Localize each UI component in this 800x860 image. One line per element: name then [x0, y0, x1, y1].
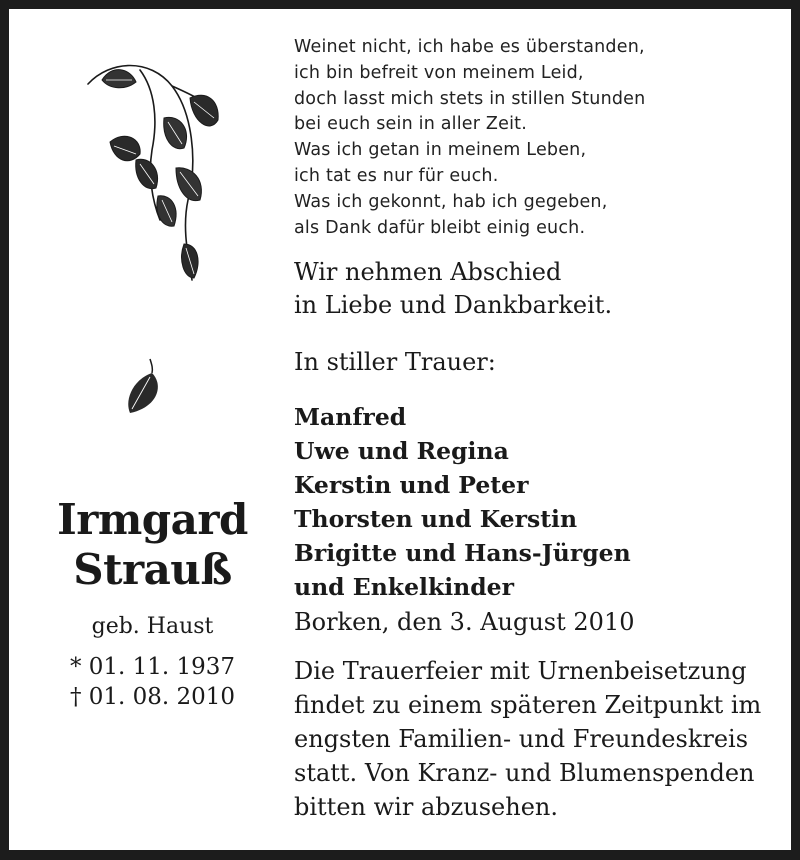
notice-line: engsten Familien- und Freundeskreis	[294, 725, 749, 753]
mourning-label: In stiller Trauer:	[294, 348, 496, 376]
leaf-icon	[120, 355, 165, 417]
poem-line: ich bin befreit von meinem Leid,	[294, 62, 584, 83]
poem-line: ich tat es nur für euch.	[294, 165, 499, 186]
mourner-name: Brigitte und Hans-Jürgen	[294, 539, 631, 567]
poem-line: Weinet nicht, ich habe es überstanden,	[294, 37, 645, 57]
poem	[294, 35, 784, 241]
birch-branch-icon	[80, 50, 230, 290]
notice-line: findet zu einem späteren Zeitpunkt im	[294, 691, 762, 719]
deceased-birth-date: * 01. 11. 1937	[69, 654, 236, 680]
deceased-death-date: † 01. 08. 2010	[69, 684, 236, 710]
funeral-notice	[294, 654, 784, 824]
mourner-name: Uwe und Regina	[294, 437, 509, 465]
mourner-name: Manfred	[294, 403, 407, 431]
deceased-maiden-name: geb. Haust	[91, 614, 214, 639]
poem-line: bei euch sein in aller Zeit.	[294, 114, 527, 135]
deceased-first-name: Irmgard	[57, 495, 248, 544]
mourner-name: Thorsten und Kerstin	[294, 505, 578, 533]
mourner-name: und Enkelkinder	[294, 573, 515, 601]
poem-line: doch lasst mich stets in stillen Stunden	[294, 88, 646, 109]
farewell-text	[294, 256, 784, 322]
farewell-line: in Liebe und Dankbarkeit.	[294, 291, 613, 319]
poem-line: Was ich getan in meinem Leben,	[294, 140, 587, 161]
notice-line: statt. Von Kranz- und Blumenspenden	[294, 759, 755, 787]
farewell-line: Wir nehmen Abschied	[294, 258, 562, 286]
notice-line: Die Trauerfeier mit Urnenbeisetzung	[294, 657, 747, 685]
notice-line: bitten wir abzusehen.	[294, 793, 558, 821]
mourner-name: Kerstin und Peter	[294, 471, 529, 499]
deceased-last-name: Strauß	[73, 545, 232, 594]
poem-line: Was ich gekonnt, hab ich gegeben,	[294, 191, 608, 212]
place-date: Borken, den 3. August 2010	[294, 608, 635, 636]
poem-line: als Dank dafür bleibt einig euch.	[294, 217, 586, 238]
mourners-list	[294, 400, 784, 604]
